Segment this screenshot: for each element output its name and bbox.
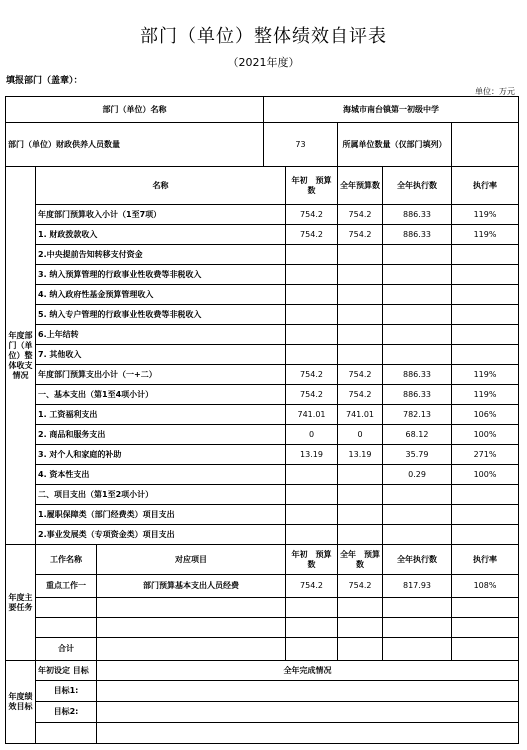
goals-header-left: 年初设定 目标 <box>36 661 97 681</box>
budget-row-initial: 754.2 <box>286 365 338 385</box>
tasks-section-label: 年度主要任务 <box>6 545 36 661</box>
budget-row-rate: 119% <box>452 365 519 385</box>
budget-row-rate <box>452 305 519 325</box>
budget-row-name: 6.上年结转 <box>36 325 286 345</box>
budget-row-name: 7. 其他收入 <box>36 345 286 365</box>
budget-row-executed: 886.33 <box>383 205 452 225</box>
task-row-rate <box>452 618 519 638</box>
budget-row-full-year <box>338 505 383 525</box>
task-row-name <box>36 598 97 618</box>
task-row-full-year <box>338 618 383 638</box>
budget-row-rate: 100% <box>452 425 519 445</box>
budget-row-name: 1.履职保障类（部门经费类）项目支出 <box>36 505 286 525</box>
budget-row-initial: 0 <box>286 425 338 445</box>
goal-row-label: 目标1: <box>36 681 97 702</box>
task-row-initial <box>286 618 338 638</box>
budget-row-rate <box>452 485 519 505</box>
budget-row-rate: 119% <box>452 385 519 405</box>
budget-row-name: 二、项目支出（第1至2项小计） <box>36 485 286 505</box>
budget-row-executed <box>383 285 452 305</box>
budget-row-executed: 886.33 <box>383 385 452 405</box>
task-row-project: 部门预算基本支出人员经费 <box>97 575 286 598</box>
budget-row-rate <box>452 505 519 525</box>
budget-row-name: 2. 商品和服务支出 <box>36 425 286 445</box>
budget-row-full-year: 754.2 <box>338 225 383 245</box>
budget-row-initial: 13.19 <box>286 445 338 465</box>
col-header-executed: 全年执行数 <box>383 167 452 205</box>
budget-row-initial: 754.2 <box>286 225 338 245</box>
budget-row-initial <box>286 265 338 285</box>
budget-row-initial <box>286 525 338 545</box>
task-row-rate: 108% <box>452 575 519 598</box>
task-header-rate: 执行率 <box>452 545 519 575</box>
budget-row-initial <box>286 505 338 525</box>
budget-row-full-year <box>338 345 383 365</box>
budget-row-executed <box>383 305 452 325</box>
budget-section-label: 年度部门（单位）整体收支情况 <box>6 167 36 545</box>
budget-row-initial <box>286 245 338 265</box>
budget-row-full-year: 754.2 <box>338 365 383 385</box>
goal-row-value <box>97 681 519 702</box>
task-row-full-year: 754.2 <box>338 575 383 598</box>
dept-name-label: 部门（单位）名称 <box>6 97 264 123</box>
budget-row-rate: 106% <box>452 405 519 425</box>
col-header-full-year: 全年预算数 <box>338 167 383 205</box>
budget-row-name: 一、基本支出（第1至4项小计） <box>36 385 286 405</box>
task-row-project <box>97 598 286 618</box>
budget-row-rate <box>452 525 519 545</box>
budget-row-name: 3. 纳入预算管理的行政事业性收费等非税收入 <box>36 265 286 285</box>
goal-row-value <box>97 702 519 723</box>
budget-row-name: 年度部门预算收入小计（1至7项） <box>36 205 286 225</box>
budget-row-full-year: 741.01 <box>338 405 383 425</box>
fill-unit-label: 填报部门（盖章）： <box>6 76 83 86</box>
budget-row-executed <box>383 505 452 525</box>
budget-row-name: 2.事业发展类（专项资金类）项目支出 <box>36 525 286 545</box>
budget-row-name: 年度部门预算支出小计（一+二） <box>36 365 286 385</box>
task-row-initial: 754.2 <box>286 575 338 598</box>
budget-row-rate <box>452 285 519 305</box>
staff-count-label: 部门（单位）财政供养人员数量 <box>6 123 264 167</box>
task-row-name <box>36 618 97 638</box>
goal-row-label: 目标2: <box>36 702 97 723</box>
task-row-executed: 817.93 <box>383 575 452 598</box>
subordinate-label: 所属单位数量（仅部门填列） <box>338 123 452 167</box>
budget-row-name: 2.中央提前告知转移支付资金 <box>36 245 286 265</box>
budget-row-executed: 0.29 <box>383 465 452 485</box>
budget-row-name: 1. 财政拨款收入 <box>36 225 286 245</box>
budget-row-rate <box>452 325 519 345</box>
budget-row-name: 4. 资本性支出 <box>36 465 286 485</box>
task-total-label: 合计 <box>36 638 97 661</box>
budget-row-full-year <box>338 525 383 545</box>
task-row-executed <box>383 598 452 618</box>
unit-measure: 单位：万元 <box>475 87 515 96</box>
task-header-full-year: 全年 预算数 <box>338 545 383 575</box>
task-row-executed <box>383 618 452 638</box>
budget-row-initial <box>286 345 338 365</box>
budget-row-rate: 119% <box>452 225 519 245</box>
report-year: （2021年度） <box>227 56 300 69</box>
budget-row-rate: 119% <box>452 205 519 225</box>
budget-row-initial: 741.01 <box>286 405 338 425</box>
task-header-initial: 年初 预算数 <box>286 545 338 575</box>
budget-row-rate: 271% <box>452 445 519 465</box>
task-header-executed: 全年执行数 <box>383 545 452 575</box>
budget-row-initial: 754.2 <box>286 385 338 405</box>
budget-row-rate <box>452 245 519 265</box>
budget-row-full-year <box>338 325 383 345</box>
budget-row-full-year <box>338 305 383 325</box>
budget-row-rate <box>452 345 519 365</box>
task-row-project <box>97 618 286 638</box>
budget-row-full-year <box>338 285 383 305</box>
budget-row-executed: 35.79 <box>383 445 452 465</box>
budget-row-name: 1. 工资福利支出 <box>36 405 286 425</box>
budget-row-executed <box>383 345 452 365</box>
budget-row-rate <box>452 265 519 285</box>
col-header-name: 名称 <box>36 167 286 205</box>
budget-row-executed: 782.13 <box>383 405 452 425</box>
task-header-project: 对应项目 <box>97 545 286 575</box>
task-header-name: 工作名称 <box>36 545 97 575</box>
budget-row-full-year <box>338 265 383 285</box>
budget-row-initial: 754.2 <box>286 205 338 225</box>
task-row-rate <box>452 598 519 618</box>
budget-row-executed: 886.33 <box>383 365 452 385</box>
budget-row-executed: 68.12 <box>383 425 452 445</box>
budget-row-rate: 100% <box>452 465 519 485</box>
budget-row-executed: 886.33 <box>383 225 452 245</box>
goals-section-label: 年度绩效目标 <box>6 661 36 744</box>
budget-row-initial <box>286 305 338 325</box>
staff-count-value: 73 <box>264 123 338 167</box>
budget-row-executed <box>383 265 452 285</box>
task-row-name: 重点工作一 <box>36 575 97 598</box>
budget-row-executed <box>383 485 452 505</box>
budget-row-initial <box>286 325 338 345</box>
budget-row-executed <box>383 525 452 545</box>
budget-row-full-year: 754.2 <box>338 385 383 405</box>
page-title: 部门（单位）整体绩效自评表 <box>140 26 387 47</box>
budget-row-executed <box>383 245 452 265</box>
task-row-full-year <box>338 598 383 618</box>
budget-row-full-year <box>338 465 383 485</box>
budget-row-name: 5. 纳入专户管理的行政事业性收费等非税收入 <box>36 305 286 325</box>
budget-row-full-year <box>338 245 383 265</box>
subordinate-value <box>452 123 519 167</box>
budget-row-full-year <box>338 485 383 505</box>
goals-header-right: 全年完成情况 <box>97 661 519 681</box>
budget-row-full-year: 0 <box>338 425 383 445</box>
col-header-initial: 年初 预算数 <box>286 167 338 205</box>
col-header-rate: 执行率 <box>452 167 519 205</box>
budget-row-name: 3. 对个人和家庭的补助 <box>36 445 286 465</box>
budget-row-full-year: 13.19 <box>338 445 383 465</box>
budget-row-initial <box>286 285 338 305</box>
budget-row-executed <box>383 325 452 345</box>
budget-row-initial <box>286 465 338 485</box>
budget-row-initial <box>286 485 338 505</box>
budget-row-full-year: 754.2 <box>338 205 383 225</box>
budget-row-name: 4. 纳入政府性基金预算管理收入 <box>36 285 286 305</box>
performance-table <box>5 96 519 744</box>
dept-name-value: 海城市南台镇第一初级中学 <box>264 97 519 123</box>
task-row-initial <box>286 598 338 618</box>
